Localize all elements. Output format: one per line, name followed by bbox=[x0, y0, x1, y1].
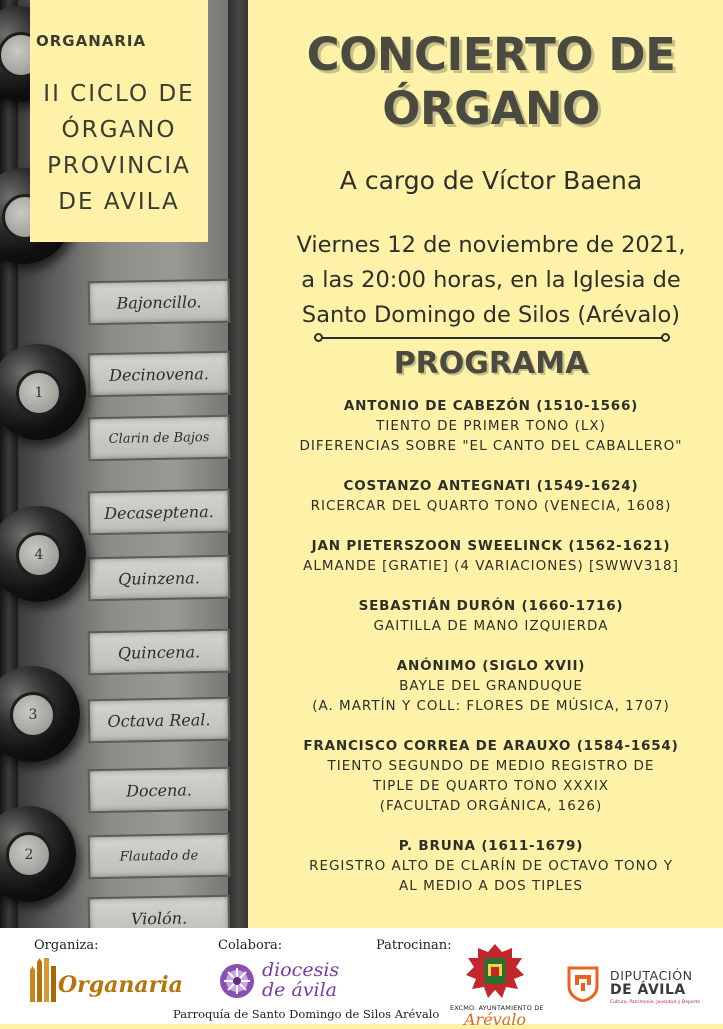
stop-label: Docena. bbox=[88, 767, 231, 813]
composer: ANTONIO DE CABEZÓN (1510-1566) bbox=[343, 398, 639, 414]
series-title-line: PROVINCIA bbox=[47, 153, 191, 179]
organizer-tag: ORGANARIA bbox=[36, 32, 147, 50]
diputacion-tagline: Cultura, Patrimonio, Juventud y Deporte bbox=[610, 1000, 701, 1005]
diputacion-line2: DE ÁVILA bbox=[610, 982, 686, 998]
performer: A cargo de Víctor Baena bbox=[339, 166, 643, 195]
work-title: (A. MARTÍN Y COLL: FLORES DE MÚSICA, 1707) bbox=[312, 698, 670, 714]
diputacion-line1: DIPUTACIÓN bbox=[610, 968, 693, 983]
program-item bbox=[276, 596, 706, 636]
diocesis-wordmark bbox=[262, 960, 339, 1000]
diputacion-shield-icon bbox=[566, 964, 600, 1002]
patrocinan-label: Patrocinan: bbox=[376, 938, 452, 953]
work-title: TIENTO SEGUNDO DE MEDIO REGISTRO DE bbox=[327, 758, 655, 774]
stop-label: Octava Real. bbox=[88, 697, 231, 743]
ornamental-divider bbox=[318, 337, 666, 339]
diputacion-logo bbox=[566, 964, 716, 1016]
sponsor-footer bbox=[0, 928, 723, 1029]
work-title: BAYLE DEL GRANDUQUE bbox=[399, 678, 583, 694]
stop-label: Clarin de Bajos bbox=[88, 415, 231, 461]
program-heading: PROGRAMA bbox=[393, 346, 589, 381]
organ-knob: 1 bbox=[0, 344, 86, 440]
colabora-label: Colabora: bbox=[218, 938, 283, 953]
program-item bbox=[276, 536, 706, 576]
stop-label: Bajoncillo. bbox=[88, 279, 231, 325]
program-item bbox=[276, 396, 706, 456]
concert-title-line1: CONCIERTO DE bbox=[306, 28, 676, 81]
photo-dark-edge bbox=[0, 0, 18, 928]
program-item bbox=[276, 476, 706, 516]
diocesis-emblem-icon bbox=[218, 962, 256, 1000]
work-title: TIPLE DE QUARTO TONO XXXIX bbox=[372, 778, 610, 794]
composer: COSTANZO ANTEGNATI (1549-1624) bbox=[343, 478, 639, 494]
organaria-wordmark: Organaria bbox=[58, 972, 183, 998]
program-item bbox=[276, 836, 706, 896]
stop-label: Decaseptena. bbox=[88, 489, 231, 535]
work-title: TIENTO DE PRIMER TONO (LX) bbox=[376, 418, 606, 434]
organaria-logo bbox=[28, 956, 183, 1006]
venue-line: Santo Domingo de Silos (Arévalo) bbox=[301, 302, 681, 328]
organ-knob: 2 bbox=[0, 806, 76, 902]
series-title-line: DE AVILA bbox=[58, 189, 180, 215]
divider-dot bbox=[661, 333, 670, 342]
composer: FRANCISCO CORREA DE ARAUXO (1584-1654) bbox=[303, 738, 679, 754]
composer: JAN PIETERSZOON SWEELINCK (1562-1621) bbox=[311, 538, 671, 554]
composer: SEBASTIÁN DURÓN (1660-1716) bbox=[358, 598, 624, 614]
concert-title-line2: ÓRGANO bbox=[382, 82, 600, 135]
arevalo-wordmark: Arévalo bbox=[464, 1010, 526, 1029]
photo-right-edge bbox=[228, 0, 248, 928]
diocesis-line1: diocesis bbox=[262, 959, 340, 981]
time-line: a las 20:00 horas, en la Iglesia de bbox=[301, 267, 681, 293]
diocesis-line2: de ávila bbox=[262, 979, 337, 1001]
composer: ANÓNIMO (SIGLO XVII) bbox=[396, 658, 586, 674]
series-title-line: ÓRGANO bbox=[61, 117, 177, 143]
stop-label: Violón. bbox=[88, 895, 231, 928]
stop-label: Quincena. bbox=[88, 629, 231, 675]
work-title: RICERCAR DEL QUARTO TONO (VENECIA, 1608) bbox=[310, 498, 672, 514]
stop-label: Flautado de bbox=[88, 833, 231, 879]
composer: P. BRUNA (1611-1679) bbox=[398, 838, 584, 854]
work-title: (FACULTAD ORGÁNICA, 1626) bbox=[379, 798, 603, 814]
series-title bbox=[30, 76, 208, 220]
program-item bbox=[276, 656, 706, 716]
series-title-box bbox=[30, 0, 208, 242]
arevalo-logo bbox=[450, 942, 544, 1029]
work-title: ALMANDE [GRATIE] (4 VARIACIONES) [SWWV318] bbox=[303, 558, 679, 574]
work-title: DIFERENCIAS SOBRE "EL CANTO DEL CABALLERO" bbox=[299, 438, 683, 454]
concert-title bbox=[276, 28, 706, 136]
date-venue bbox=[276, 228, 706, 333]
work-title: GAITILLA DE MANO IZQUIERDA bbox=[373, 618, 609, 634]
organ-knob: 4 bbox=[0, 506, 86, 602]
organiza-label: Organiza: bbox=[34, 938, 99, 953]
diocesis-logo bbox=[218, 960, 378, 1004]
stop-label: Quinzena. bbox=[88, 555, 231, 601]
stop-label: Decinovena. bbox=[88, 351, 231, 397]
work-title: AL MEDIO A DOS TIPLES bbox=[399, 878, 583, 894]
organ-knob: 3 bbox=[0, 666, 80, 762]
date-line: Viernes 12 de noviembre de 2021, bbox=[296, 232, 686, 258]
ayuntamiento-caption: EXCMO. AYUNTAMIENTO DE bbox=[450, 1004, 544, 1012]
divider-dot bbox=[314, 333, 323, 342]
arevalo-coat-of-arms-icon bbox=[450, 942, 540, 1004]
work-title: REGISTRO ALTO DE CLARÍN DE OCTAVO TONO Y bbox=[309, 858, 673, 874]
parroquia-caption: Parroquía de Santo Domingo de Silos Arévalo bbox=[173, 1007, 440, 1021]
organ-pipes-icon bbox=[28, 956, 58, 1004]
program-item bbox=[276, 736, 706, 816]
series-title-line: II CICLO DE bbox=[43, 81, 195, 107]
program-list bbox=[276, 396, 706, 916]
